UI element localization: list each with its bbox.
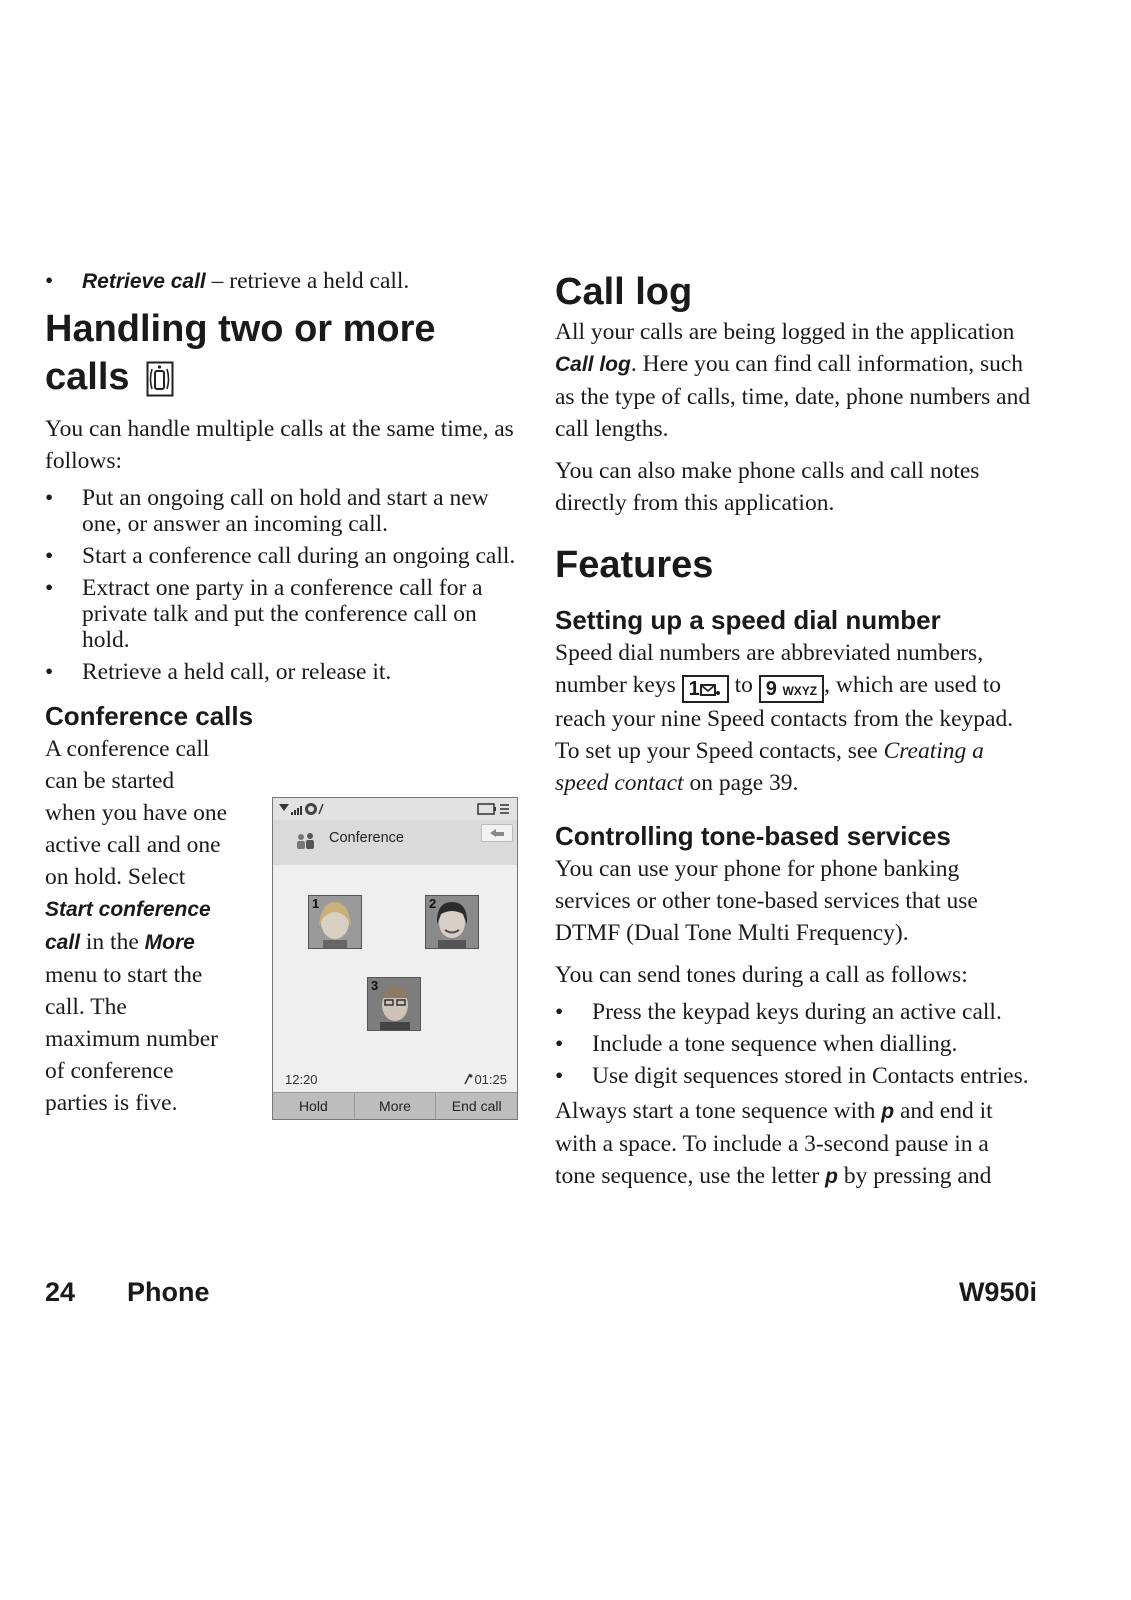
chapter-name: Phone [127, 1277, 210, 1307]
list-item: • Retrieve a held call, or release it. [45, 659, 525, 685]
ui-term: Start conference [45, 898, 211, 921]
call-duration: 01:25 [464, 1072, 507, 1087]
list-item: • Put an ongoing call on hold and start a new one, or answer an incoming call. [45, 485, 525, 537]
list-item: • Include a tone sequence when dialling. [555, 1031, 1035, 1057]
ui-term: call [45, 931, 81, 954]
back-icon[interactable] [481, 824, 513, 842]
key-1: 1 [682, 675, 729, 703]
list-item: • Extract one party in a conference call for a private talk and put the conference call on hold. [45, 575, 525, 653]
more-softkey[interactable]: More [355, 1093, 437, 1119]
participant-1-avatar[interactable] [308, 895, 362, 949]
call-log-paragraph-2: You can also make phone calls and call notes directly from this application. [555, 458, 980, 516]
phone-title-bar [273, 820, 517, 865]
clock-time: 12:20 [285, 1072, 318, 1087]
phone-title: Conference [329, 830, 404, 846]
subheading-speed-dial: Setting up a speed dial number [555, 605, 941, 635]
model-name: W950i [958, 1277, 1037, 1307]
section-heading-features: Features [555, 544, 714, 586]
hold-softkey[interactable]: Hold [273, 1093, 355, 1119]
section-heading: Handling two or more calls [45, 305, 525, 409]
page-reference: Creating a speed contact [555, 738, 984, 796]
tone-services-paragraph: You can use your phone for phone banking services or other tone-based services that use DTMF (Dual Tone Multi Frequency). [555, 856, 978, 946]
ui-term: Call log [555, 353, 631, 376]
phone-screenshot [272, 797, 518, 1120]
intro-paragraph: You can handle multiple calls at the same time, as follows: [45, 416, 514, 474]
participant-3-avatar[interactable] [367, 977, 421, 1031]
participant-number: 2 [429, 896, 437, 911]
battery-icon [477, 802, 511, 821]
key-9: 9 WXYZ [759, 675, 824, 703]
ui-term: p [881, 1100, 895, 1123]
call-timer-icon [464, 1073, 474, 1085]
call-handling-list [45, 485, 525, 685]
section-heading-call-log: Call log [555, 271, 693, 313]
ui-term: Retrieve call [82, 270, 206, 293]
list-item: • Start a conference call during an ongoing call. [45, 543, 525, 569]
list-item: • Retrieve call – retrieve a held call. [45, 268, 525, 295]
softkey-bar [273, 1092, 517, 1119]
conference-paragraph: A conference call can be started when you have one active call and one on hold. Select Start conference call in the More menu to start the call. The maximum number of conference parties is five. [45, 736, 228, 1116]
end-call-softkey[interactable]: End call [451, 1098, 502, 1114]
send-tones-paragraph: You can send tones during a call as follows: [555, 962, 968, 988]
tone-sequence-paragraph: Always start a tone sequence with p and end it with a space. To include a 3-second pause in a tone sequence, use the letter p by pressing and [555, 1098, 993, 1189]
list-item: • Press the keypad keys during an active call. [555, 999, 1035, 1025]
signal-icon [279, 802, 325, 821]
speed-dial-paragraph: Speed dial numbers are abbreviated numbers, number keys 1 to 9 WXYZ , which are used to reach your nine Speed contacts from the keypad. To set up your Speed contacts, see Creating a speed contact on page 39. [555, 640, 1014, 796]
status-bar [273, 798, 517, 821]
retrieve-call-list [45, 268, 525, 295]
participant-2-avatar[interactable] [425, 895, 479, 949]
subheading-conference: Conference calls [45, 701, 254, 731]
page-footer-left [45, 1277, 262, 1308]
right-column [555, 268, 1035, 1193]
page-number: 24 [45, 1277, 76, 1307]
participant-number: 1 [312, 896, 320, 911]
conference-icon [295, 832, 317, 855]
participant-number: 3 [371, 978, 379, 993]
ui-term: More [144, 931, 195, 954]
tone-list [555, 999, 1035, 1089]
phone-call-area [273, 865, 517, 1091]
call-log-paragraph: All your calls are being logged in the application Call log. Here you can find call information, such as the type of calls, time, date, phone numbers and call lengths. [555, 319, 1031, 442]
list-item: • Use digit sequences stored in Contacts entries. [555, 1063, 1035, 1089]
voicemail-envelope-icon [700, 683, 722, 697]
subheading-tone-services: Controlling tone-based services [555, 821, 951, 851]
operator-service-icon [146, 361, 174, 409]
ui-term: p [825, 1165, 838, 1188]
